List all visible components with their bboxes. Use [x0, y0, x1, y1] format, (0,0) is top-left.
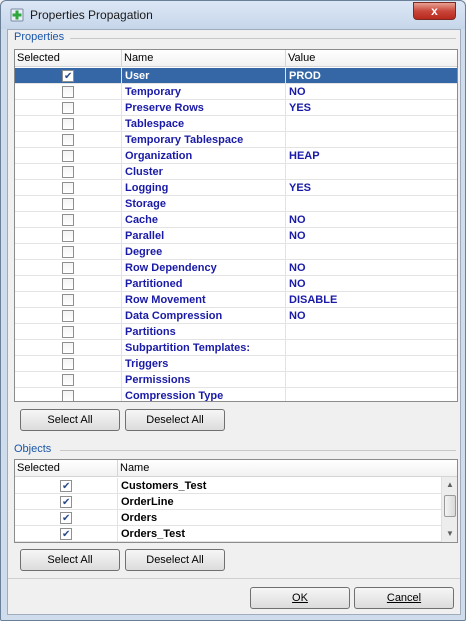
property-value: NO: [286, 84, 458, 100]
property-name: Subpartition Templates:: [122, 340, 286, 356]
objects-grid: [14, 459, 458, 543]
property-value: [286, 388, 458, 402]
property-selected-cell: [15, 228, 122, 244]
property-checkbox[interactable]: [62, 134, 74, 146]
properties-select-all-button[interactable]: Select All: [20, 409, 120, 431]
property-value: DISABLE: [286, 292, 458, 308]
group-divider: [60, 450, 456, 451]
column-header-name[interactable]: Name: [122, 50, 286, 67]
property-checkbox[interactable]: [62, 310, 74, 322]
property-selected-cell: [15, 372, 122, 388]
property-value: NO: [286, 228, 458, 244]
column-header-name[interactable]: Name: [120, 462, 150, 474]
scroll-down-icon[interactable]: ▼: [446, 529, 454, 538]
object-checkbox[interactable]: [60, 512, 72, 524]
object-selected-cell: [15, 526, 118, 542]
property-name: Logging: [122, 180, 286, 196]
property-value: NO: [286, 212, 458, 228]
property-checkbox[interactable]: [62, 278, 74, 290]
property-row[interactable]: [15, 276, 457, 292]
property-row[interactable]: [15, 260, 457, 276]
property-checkbox[interactable]: [62, 342, 74, 354]
property-checkbox[interactable]: [62, 86, 74, 98]
property-name: Row Movement: [122, 292, 286, 308]
property-value: HEAP: [286, 148, 458, 164]
group-divider: [70, 38, 456, 39]
property-value: [286, 244, 458, 260]
property-row[interactable]: [15, 100, 457, 116]
property-selected-cell: [15, 244, 122, 260]
property-name: Triggers: [122, 356, 286, 372]
property-name: Parallel: [122, 228, 286, 244]
property-value: YES: [286, 180, 458, 196]
objects-select-all-button[interactable]: Select All: [20, 549, 120, 571]
object-checkbox[interactable]: [60, 528, 72, 540]
property-row[interactable]: [15, 132, 457, 148]
property-checkbox[interactable]: [62, 102, 74, 114]
column-header-selected[interactable]: Selected: [15, 460, 118, 477]
scroll-up-icon[interactable]: ▲: [446, 480, 454, 489]
object-selected-cell: [15, 494, 118, 510]
property-value: [286, 356, 458, 372]
dialog-client-area: [7, 29, 461, 615]
object-name: OrderLine: [118, 494, 441, 510]
property-value: [286, 340, 458, 356]
property-name: Degree: [122, 244, 286, 260]
property-name: Compression Type: [122, 388, 286, 402]
property-value: NO: [286, 276, 458, 292]
property-row[interactable]: [15, 180, 457, 196]
property-name: Organization: [122, 148, 286, 164]
objects-scrollbar[interactable]: [441, 477, 458, 542]
property-checkbox[interactable]: [62, 70, 74, 82]
property-name: Tablespace: [122, 116, 286, 132]
property-row[interactable]: [15, 340, 457, 356]
property-value: [286, 372, 458, 388]
property-selected-cell: [15, 196, 122, 212]
object-selected-cell: [15, 510, 118, 526]
object-row[interactable]: [15, 494, 441, 510]
property-row[interactable]: [15, 68, 457, 84]
column-header-selected[interactable]: Selected: [15, 50, 122, 67]
property-selected-cell: [15, 308, 122, 324]
property-value: NO: [286, 308, 458, 324]
property-selected-cell: [15, 100, 122, 116]
properties-group-label: Properties: [14, 31, 65, 43]
window-title: Properties Propagation: [30, 8, 153, 22]
property-row[interactable]: [15, 324, 457, 340]
property-row[interactable]: [15, 228, 457, 244]
cancel-button[interactable]: Cancel: [354, 587, 454, 609]
property-value: [286, 116, 458, 132]
property-row[interactable]: [15, 148, 457, 164]
property-value: YES: [286, 100, 458, 116]
property-name: Cluster: [122, 164, 286, 180]
property-value: [286, 324, 458, 340]
property-selected-cell: [15, 180, 122, 196]
property-checkbox[interactable]: [62, 326, 74, 338]
property-row[interactable]: [15, 196, 457, 212]
object-name: Customers_Test: [118, 478, 441, 494]
property-checkbox[interactable]: [62, 294, 74, 306]
property-row[interactable]: [15, 372, 457, 388]
property-value: PROD: [286, 68, 458, 84]
green-plus-icon: [10, 8, 24, 22]
property-checkbox[interactable]: [62, 230, 74, 242]
property-checkbox[interactable]: [62, 374, 74, 386]
object-checkbox[interactable]: [60, 496, 72, 508]
property-name: Temporary: [122, 84, 286, 100]
object-row[interactable]: [15, 510, 441, 526]
property-selected-cell: [15, 148, 122, 164]
property-value: NO: [286, 260, 458, 276]
object-row[interactable]: [15, 526, 441, 542]
property-selected-cell: [15, 116, 122, 132]
scroll-thumb[interactable]: [444, 495, 456, 517]
property-selected-cell: [15, 212, 122, 228]
property-selected-cell: [15, 324, 122, 340]
object-row[interactable]: [15, 478, 441, 494]
object-checkbox[interactable]: [60, 480, 72, 492]
close-icon: x: [431, 4, 438, 18]
objects-grid-header: [15, 460, 457, 477]
property-row[interactable]: [15, 212, 457, 228]
property-row[interactable]: [15, 244, 457, 260]
property-selected-cell: [15, 68, 122, 84]
object-name: Orders: [118, 510, 441, 526]
property-row[interactable]: [15, 308, 457, 324]
property-name: Temporary Tablespace: [122, 132, 286, 148]
objects-group-label: Objects: [14, 443, 52, 455]
object-name: Orders_Test: [118, 526, 441, 542]
property-value: [286, 164, 458, 180]
property-selected-cell: [15, 84, 122, 100]
property-row[interactable]: [15, 116, 457, 132]
property-row[interactable]: [15, 164, 457, 180]
property-checkbox[interactable]: [62, 390, 74, 402]
property-name: Cache: [122, 212, 286, 228]
property-name: Preserve Rows: [122, 100, 286, 116]
property-row[interactable]: [15, 356, 457, 372]
property-checkbox[interactable]: [62, 118, 74, 130]
property-name: User: [122, 68, 286, 84]
close-button[interactable]: [413, 2, 456, 20]
property-selected-cell: [15, 292, 122, 308]
property-selected-cell: [15, 260, 122, 276]
property-checkbox[interactable]: [62, 262, 74, 274]
property-checkbox[interactable]: [62, 198, 74, 210]
property-name: Partitioned: [122, 276, 286, 292]
property-selected-cell: [15, 340, 122, 356]
property-value: [286, 132, 458, 148]
property-checkbox[interactable]: [62, 182, 74, 194]
property-name: Data Compression: [122, 308, 286, 324]
properties-deselect-all-button[interactable]: Deselect All: [125, 409, 225, 431]
property-selected-cell: [15, 388, 122, 402]
property-row[interactable]: [15, 292, 457, 308]
property-name: Row Dependency: [122, 260, 286, 276]
property-name: Storage: [122, 196, 286, 212]
objects-deselect-all-button[interactable]: Deselect All: [125, 549, 225, 571]
property-checkbox[interactable]: [62, 150, 74, 162]
property-selected-cell: [15, 164, 122, 180]
property-row[interactable]: [15, 388, 457, 402]
footer-divider: [8, 578, 460, 579]
property-checkbox[interactable]: [62, 358, 74, 370]
property-checkbox[interactable]: [62, 214, 74, 226]
column-header-value[interactable]: Value: [288, 52, 316, 64]
property-checkbox[interactable]: [62, 246, 74, 258]
properties-grid: [14, 49, 458, 402]
property-name: Permissions: [122, 372, 286, 388]
property-selected-cell: [15, 356, 122, 372]
title-bar[interactable]: [1, 1, 465, 29]
ok-button[interactable]: OK: [250, 587, 350, 609]
property-row[interactable]: [15, 84, 457, 100]
property-selected-cell: [15, 276, 122, 292]
object-selected-cell: [15, 478, 118, 494]
property-selected-cell: [15, 132, 122, 148]
property-name: Partitions: [122, 324, 286, 340]
property-value: [286, 196, 458, 212]
properties-grid-header: [15, 50, 457, 67]
property-checkbox[interactable]: [62, 166, 74, 178]
